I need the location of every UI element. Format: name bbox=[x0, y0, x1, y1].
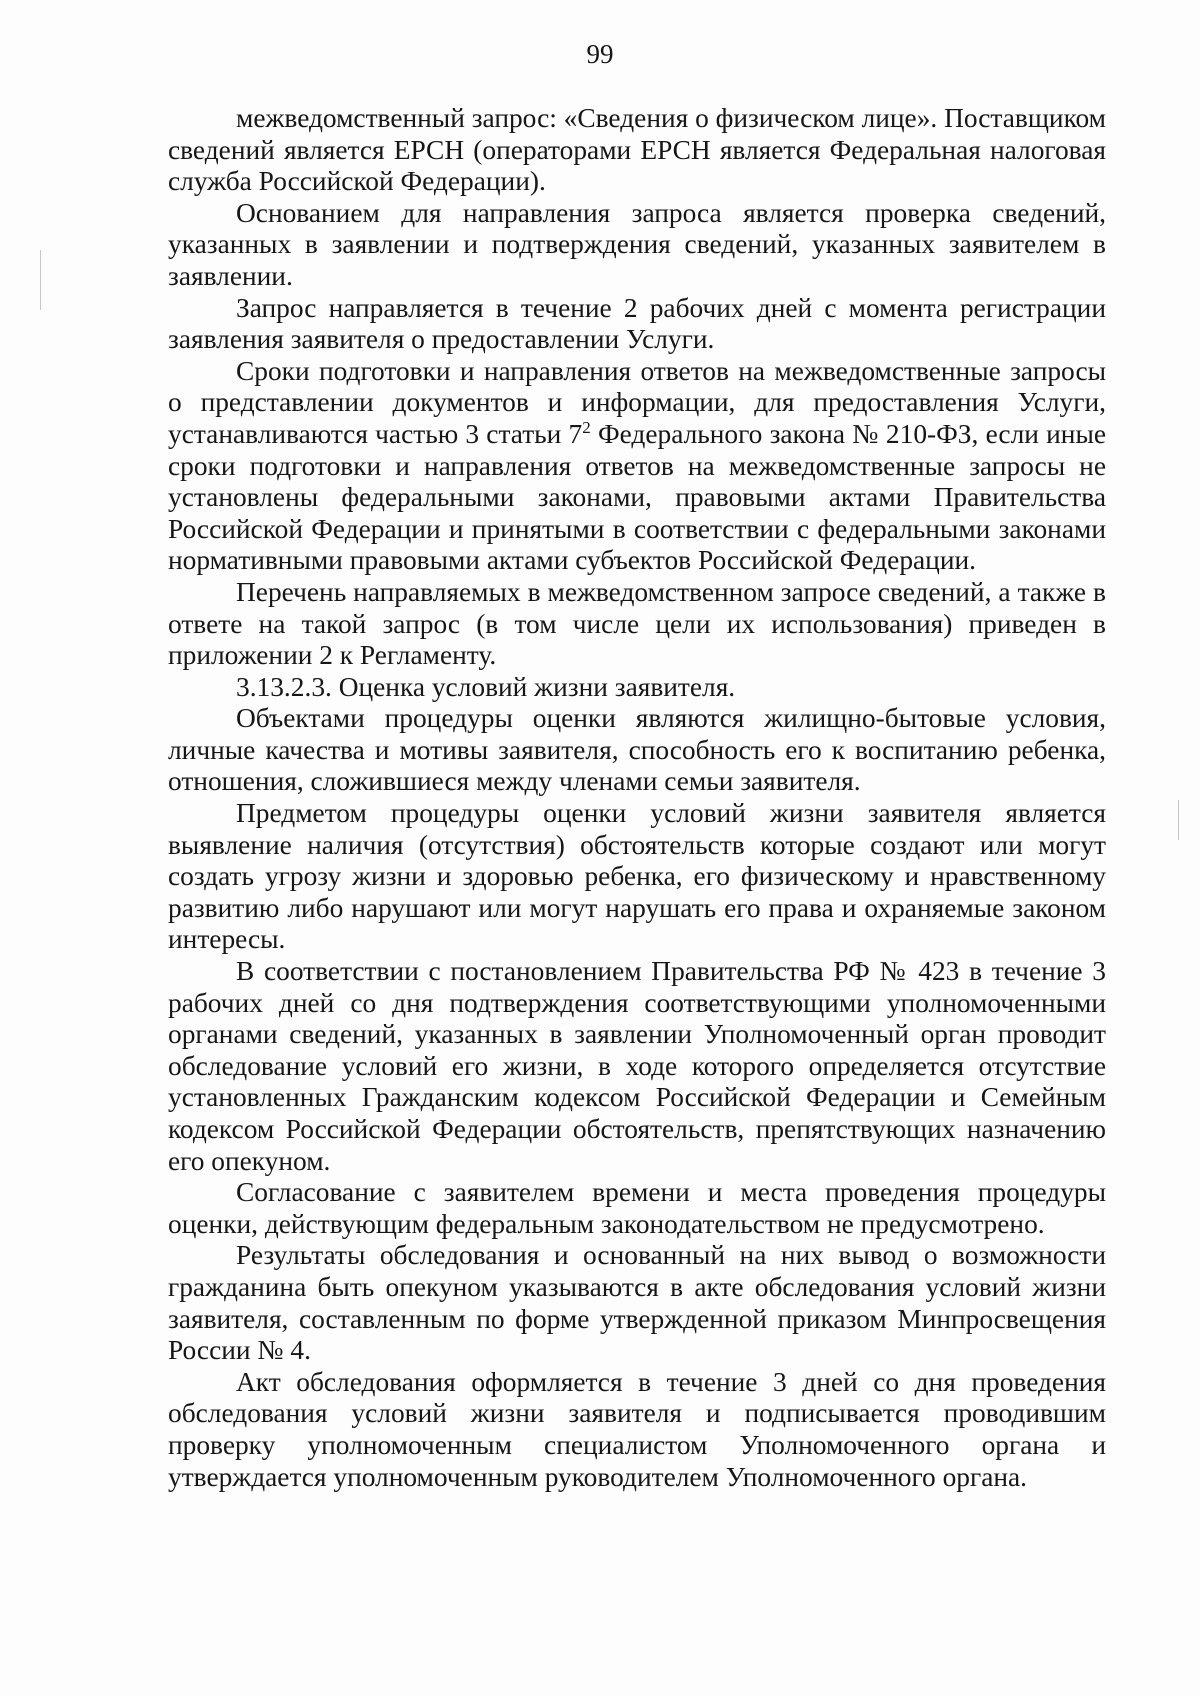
paragraph-response-deadlines bbox=[168, 356, 1106, 577]
paragraph-assessment-objects: Объектами процедуры оценки являются жилищно-бытовые условия, личные качества и мотивы заявителя, способность его к воспитанию ребенка, отношения, сложившиеся между членами семьи заявителя. bbox=[168, 703, 1106, 797]
scan-artifact-left bbox=[40, 250, 41, 310]
page-number: 99 bbox=[586, 39, 614, 69]
paragraph-assessment-subject: Предметом процедуры оценки условий жизни заявителя является выявление наличия (отсутствия) обстоятельств которые создают или могут создать угрозу жизни и здоровью ребенка, его физическому и нравственному развитию либо нарушают или могут нарушать его права и охраняемые законом интересы. bbox=[168, 798, 1106, 955]
paragraph-inspection-act: Акт обследования оформляется в течение 3 дней со дня проведения обследования условий жизни заявителя и подписывается проводившим проверку уполномоченным специалистом Уполномоченного органа и утверждается уполномоченным руководителем Уполномоченного органа. bbox=[168, 1366, 1106, 1492]
section-heading-living-conditions: 3.13.2.3. Оценка условий жизни заявителя. bbox=[236, 671, 736, 702]
paragraph-response-deadlines-text-continued: Федерального закона № 210-ФЗ, если иные сроки подготовки и направления ответов на межведомственные запросы не установлены федеральными законами, правовыми актами Правительства Российской Федерации и принятыми в соответствии с федеральными законами нормативными правовыми актами субъектов Российской Федерации. bbox=[168, 418, 1106, 576]
paragraph-time-agreement: Согласование с заявителем времени и места проведения процедуры оценки, действующим федеральным законодательством не предусмотрено. bbox=[168, 1177, 1106, 1239]
paragraph-information-list: Перечень направляемых в межведомственном запросе сведений, а также в ответе на такой запрос (в том числе цели их использования) приведен в приложении 2 к Регламенту. bbox=[168, 576, 1106, 671]
paragraph-request-basis: Основанием для направления запроса является проверка сведений, указанных в заявлении и подтверждения сведений, указанных заявителем в заявлении. bbox=[168, 197, 1106, 291]
scan-artifact-right bbox=[1178, 800, 1179, 840]
paragraph-request-timing: Запрос направляется в течение 2 рабочих дней с момента регистрации заявления заявителя о предоставлении Услуги. bbox=[168, 292, 1106, 355]
paragraph-government-decree: В соответствии с постановлением Правительства РФ № 423 в течение 3 рабочих дней со дня подтверждения соответствующими уполномоченными органами сведений, указанных в заявлении Уполномоченный орган проводит обследование условий его жизни, в ходе которого определяется отсутствие установленных Гражданским кодексом Российской Федерации и Семейным кодексом Российской Федерации обстоятельств, препятствующих назначению его опекуном. bbox=[168, 956, 1106, 1176]
paragraph-interagency-request: межведомственный запрос: «Сведения о физическом лице». Поставщиком сведений является ЕРСН (операторами ЕРСН является Федеральная налоговая служба Российской Федерации). bbox=[168, 103, 1106, 197]
document-body bbox=[168, 103, 1106, 1493]
paragraph-response-deadlines-text: Сроки подготовки и направления ответов на межведомственные запросы о представлении документов и информации, для предоставления Услуги, устанавливаются частью 3 статьи 7 bbox=[168, 355, 1106, 449]
article-superscript: 2 bbox=[582, 417, 591, 437]
paragraph-inspection-results: Результаты обследования и основанный на них вывод о возможности гражданина быть опекуном указываются в акте обследования условий жизни заявителя, составленным по форме утвержденной приказом Минпросвещения России № 4. bbox=[168, 1240, 1106, 1366]
